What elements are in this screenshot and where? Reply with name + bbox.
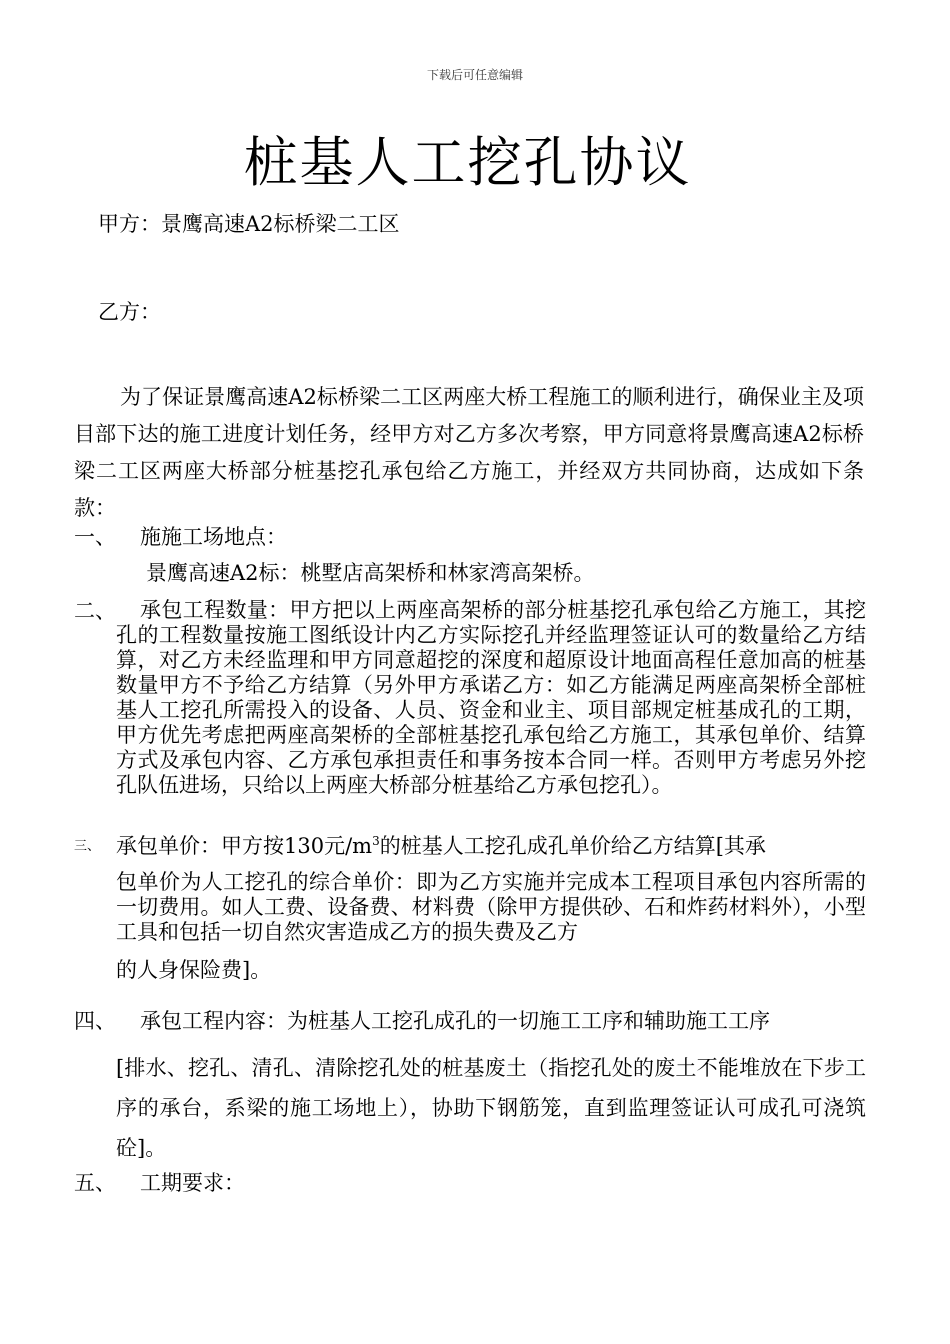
intro-paragraph: 为了保证景鹰高速A2标桥梁二工区两座大桥工程施工的顺利进行，确保业主及项目部下达的施工进度计划任务，经甲方对乙方多次考察，甲方同意将景鹰高速A2标桥梁二工区两座大桥部分桩基挖孔承包给乙方施工，并经双方共同协商，达成如下条款： <box>74 385 864 520</box>
clause-2-number: 二、 <box>74 599 116 623</box>
party-a: 甲方：景鹰高速A2标桥梁二工区 <box>98 212 400 236</box>
clause-3-superscript: 3 <box>372 834 380 848</box>
clause-5-heading: 工期要求： <box>140 1171 245 1195</box>
clause-1-heading: 施施工场地点： <box>140 525 287 549</box>
clause-4-text: [排水、挖孔、清孔、清除挖孔处的桩基废土（指挖孔处的废土不能堆放在下步工序的承台，系梁的施工场地上），协助下钢筋笼，直到监理签证认可成孔可浇筑砼]。 <box>116 1056 866 1160</box>
clause-3-text-a: 承包单价：甲方按130元/m <box>116 834 373 858</box>
party-b: 乙方： <box>98 300 161 324</box>
clause-4-heading: 承包工程内容：为桩基人工挖孔成孔的一切施工工序和辅助施工工序 <box>140 1009 770 1033</box>
clause-3-last-line: 的人身保险费]。 <box>116 958 272 982</box>
header-note: 下载后可任意编辑 <box>426 68 523 82</box>
document-title: 桩基人工挖孔协议 <box>243 131 692 194</box>
clause-3-text-b: 的桩基人工挖孔成孔单价给乙方结算[其承 <box>379 834 766 858</box>
clause-1-number: 一、 <box>74 525 116 549</box>
clause-4-number: 四、 <box>74 1009 116 1033</box>
clause-1-text: 景鹰高速A2标：桃墅店高架桥和林家湾高架桥。 <box>146 561 595 585</box>
clause-5-number: 五、 <box>74 1171 116 1195</box>
clause-3-continuation: 包单价为人工挖孔的综合单价：即为乙方实施并完成本工程项目承包内容所需的一切费用。如人工费、设备费、材料费（除甲方提供砂、石和炸药材料外），小型工具和包括一切自然灾害造成乙方的损失费及乙方 <box>116 870 866 944</box>
clause-3-first-line <box>116 832 766 860</box>
clause-2-text: 承包工程数量：甲方把以上两座高架桥的部分桩基挖孔承包给乙方施工，其挖孔的工程数量按施工图纸设计内乙方实际挖孔并经监理签证认可的数量给乙方结算，对乙方未经监理和甲方同意超挖的深度和超原设计地面高程任意加高的桩基数量甲方不予给乙方结算（另外甲方承诺乙方：如乙方能满足两座高架桥全部桩基人工挖孔所需投入的设备、人员、资金和业主、项目部规定桩基成孔的工期，甲方优先考虑把两座高架桥的全部桩基挖孔承包给乙方施工，其承包单价、结算方式及承包内容、乙方承包承担责任和事务按本合同一样。否则甲方考虑另外挖孔队伍进场，只给以上两座大桥部分桩基给乙方承包挖孔）。 <box>116 598 866 797</box>
clause-3-number: 三、 <box>74 839 101 854</box>
